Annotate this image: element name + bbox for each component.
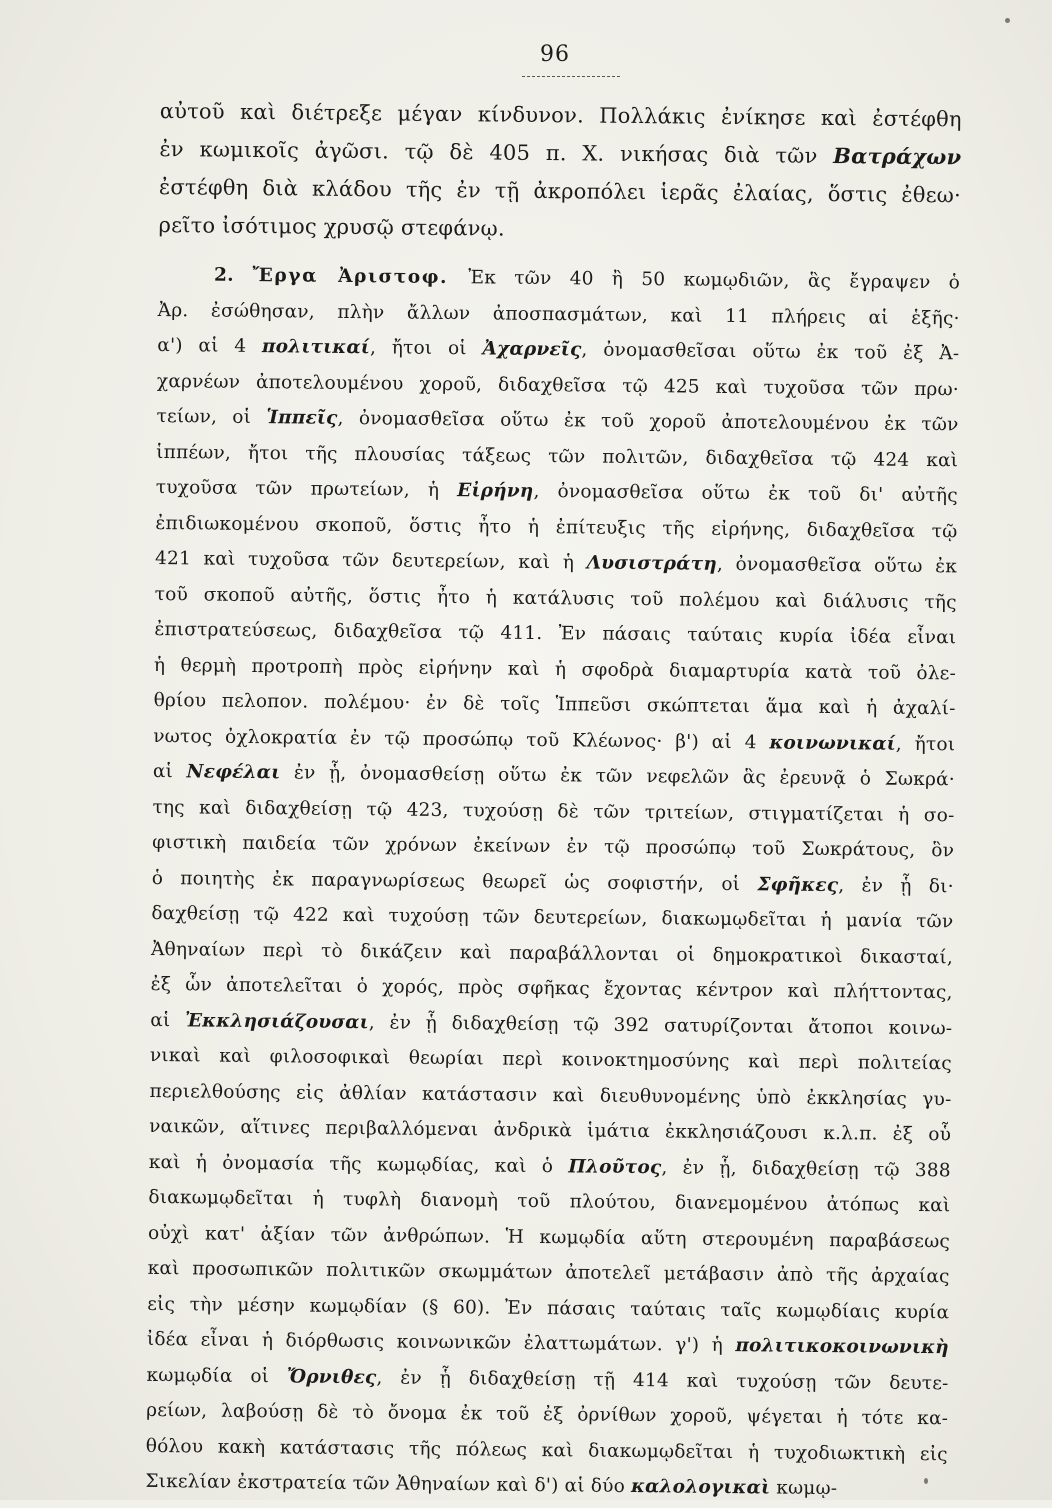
text-line: χαρνέων ἀποτελουμένου χοροῦ, διδαχθεῖσα τῷ 425 καὶ τυχοῦσα τῶν πρω· [156, 370, 960, 400]
title-emphasis: κοινωνικαί [769, 731, 896, 755]
text-line: Ἐκ τῶν 40 ἢ 50 κωμῳδιῶν, ἃς ἔγραψεν ὁ [468, 267, 961, 294]
text-line: τείων, οἱ Ἱππεῖς, ὀνομασθεῖσα οὕτω ἐκ τοῦ χοροῦ ἀποτελουμένου ἐκ τῶν [156, 405, 959, 436]
text-line: νικαὶ καὶ φιλοσοφικαὶ θεωρίαι περὶ κοινοκτημοσύνης καὶ περὶ πολιτείας [149, 1044, 952, 1075]
text-line: αἱ Νεφέλαι ἐν ᾗ, ὀνομασθείσῃ οὕτω ἐκ τῶν νεφελῶν ἃς ἐρευνᾷ ὁ Σωκρά· [152, 760, 955, 791]
text-line: ἡ θερμὴ προτροπὴ πρὸς εἰρήνην καὶ ἡ σφοδρὰ διαμαρτυρία κατὰ τοῦ ὀλε- [153, 654, 957, 684]
title-emphasis: Βατράχων [833, 143, 962, 170]
text-line: ἐπιστρατεύσεως, διδαχθεῖσα τῷ 411. Ἐν πάσαις ταύταις κυρία ἰδέα εἶναι [154, 618, 957, 649]
title-emphasis: Ἱππεῖς [266, 407, 338, 429]
text-line: τοῦ σκοποῦ αὐτῆς, ὅστις ἦτο ἡ κατάλυσις τοῦ πολέμου καὶ διάλυσις τῆς [154, 583, 957, 613]
text-line: κωμῳδία οἱ Ὄρνιθες, ἐν ᾗ διδαχθείσῃ τῇ 414 καὶ τυχούσῃ τῶν δευτε- [146, 1364, 949, 1394]
text-line: ρεῖτο ἰσότιμος χρυσῷ στεφάνῳ. [158, 212, 505, 241]
text-line: ἰδέα εἶναι ἡ διόρθωσις κοινωνικῶν ἐλαττωμάτων. γ') ἡ πολιτικοκοινωνικὴ [146, 1328, 950, 1359]
paper-speck [1005, 18, 1010, 23]
text-line: νωτος ὀχλοκρατία ἐν τῷ προσώπῳ τοῦ Κλέωνος· β') αἱ 4 κοινωνικαί, ἤτοι [153, 725, 956, 755]
text-line: Σικελίαν ἐκστρατεία τῶν Ἀθηναίων καὶ δ') αἱ δύο καλολογικαὶ κωμῳ- [145, 1470, 838, 1500]
section-number: 2. [213, 264, 253, 286]
text-line: ἐν κωμικοῖς ἀγῶσι. τῷ δὲ 405 π. Χ. νικήσας διὰ τῶν Βατράχων [159, 136, 962, 170]
text-line: ρείων, λαβούσῃ δὲ τὸ ὄνομα ἐκ τοῦ ἐξ ὀρνίθων χοροῦ, ψέγεται ἡ τότε κα- [146, 1399, 949, 1430]
text-line: της καὶ διδαχθείσῃ τῷ 423, τυχούσῃ δὲ τῶν τριτείων, στιγματίζεται ἡ σο- [152, 796, 955, 826]
title-emphasis: Νεφέλαι [186, 761, 281, 784]
text-line: τυχοῦσα τῶν πρωτείων, ἡ Εἰρήνη, ὀνομασθεῖσα οὕτω ἐκ τοῦ δι' αὐτῆς [155, 476, 958, 507]
text-line: αὐτοῦ καὶ διέτρεξε μέγαν κίνδυνον. Πολλάκις ἐνίκησε καὶ ἐστέφθη [159, 98, 962, 132]
page-number: 96 [540, 42, 570, 67]
title-emphasis: Ἀχαρνεῖς [482, 338, 582, 361]
title-emphasis: Πλοῦτος [568, 1155, 662, 1178]
text-line: οὐχὶ κατ' ἀξίαν τῶν ἀνθρώπων. Ἡ κωμῳδία αὕτη στερουμένη παραβάσεως [147, 1222, 951, 1252]
text-line: Ἀρ. ἐσώθησαν, πλὴν ἄλλων ἀποσπασμάτων, καὶ 11 πλήρεις αἱ ἑξῆς· [157, 299, 960, 329]
title-emphasis: πολιτικαί [261, 336, 371, 359]
text-line: καὶ ἡ ὀνομασία τῆς κωμῳδίας, καὶ ὁ Πλοῦτος, ἐν ᾗ, διδαχθείσῃ τῷ 388 [148, 1151, 951, 1181]
title-emphasis: Λυσιστράτη [586, 552, 718, 575]
text-line: ἐστέφθη διὰ κλάδου τῆς ἐν τῇ ἀκροπόλει ἱερᾶς ἐλαίας, ὅστις ἐθεω· [158, 174, 962, 208]
paper-speck [924, 1478, 928, 1484]
text-line: φιστικὴ παιδεία τῶν χρόνων ἐκείνων ἐν τῷ προσώπῳ τοῦ Σωκράτους, ὃν [152, 831, 955, 862]
paragraph-works [145, 257, 960, 1508]
text-line: δαχθείσῃ τῷ 422 καὶ τυχούσῃ τῶν δευτερείων, διακωμῳδεῖται ἡ μανία τῶν [151, 902, 954, 933]
text-line: ἱππέων, ἤτοι τῆς πλουσίας τάξεως τῶν πολιτῶν, διδαχθεῖσα τῷ 424 καὶ [156, 441, 959, 471]
text-line: καὶ προσωπικῶν πολιτικῶν σκωμμάτων ἀποτελεῖ μετάβασιν ἀπὸ τῆς ἀρχαίας [147, 1257, 950, 1288]
text-line: διακωμῳδεῖται ἡ τυφλὴ διανομὴ τοῦ πλούτου, διανεμομένου ἀτόπως καὶ [148, 1186, 951, 1217]
text-line: Ἀθηναίων περὶ τὸ δικάζειν καὶ παραβάλλονται οἱ δημοκρατικοὶ δικασταί, [150, 938, 954, 968]
text-line: ἐπιδιωκομένου σκοποῦ, ὅστις ἦτο ἡ ἐπίτευξις τῆς εἰρήνης, διδαχθεῖσα τῷ [155, 512, 958, 542]
title-emphasis: Σφῆκες [757, 873, 839, 896]
text-line: ὁ ποιητὴς ἐκ παραγνωρίσεως θεωρεῖ ὡς σοφιστήν, οἱ Σφῆκες, ἐν ᾗ δι· [151, 867, 954, 897]
page-number-rule [522, 76, 620, 77]
text-line: αἱ Ἐκκλησιάζουσαι, ἐν ᾗ διδαχθείσῃ τῷ 392 σατυρίζονται ἄτοποι κοινω- [150, 1009, 953, 1039]
text-line: θόλου κακὴ κατάστασις τῆς πόλεως καὶ διακωμῳδεῖται ἡ τυχοδιωκτικὴ εἰς [145, 1435, 948, 1465]
text-line: εἰς τὴν μέσην κωμῳδίαν (§ 60). Ἐν πάσαις ταύταις ταῖς κωμῳδίαις κυρία [147, 1293, 950, 1323]
text-line: περιελθούσης εἰς ἀθλίαν κατάστασιν καὶ διευθυνομένης ὑπὸ ἐκκλησίας γυ- [149, 1080, 952, 1110]
text-line: α') αἱ 4 πολιτικαί, ἤτοι οἱ Ἀχαρνεῖς, ὀνομασθεῖσαι οὕτω ἐκ τοῦ ἐξ Ἀ- [157, 334, 960, 365]
section-heading: Ἔργα Ἀριστοφ. [252, 264, 469, 289]
title-emphasis: Εἰρήνη [457, 480, 534, 502]
text-line: ἐξ ὧν ἀποτελεῖται ὁ χορός, πρὸς σφῆκας ἔχοντας κέντρον καὶ πλήττοντας, [150, 973, 953, 1004]
title-emphasis: καλολογικαὶ [630, 1476, 771, 1499]
text-line: 421 καὶ τυχοῦσα τῶν δευτερείων, καὶ ἡ Λυσιστράτη, ὀνομασθεῖσα οὕτω ἐκ [155, 547, 958, 578]
paragraph-intro [158, 92, 962, 252]
title-emphasis: πολιτικοκοινωνικὴ [735, 1335, 950, 1359]
text-line: ναικῶν, αἵτινες περιβαλλόμεναι ἀνδρικὰ ἱμάτια ἐκκλησιάζουσι κ.λ.π. ἐξ οὗ [149, 1115, 952, 1146]
title-emphasis: Ἐκκλησιάζουσαι [184, 1009, 369, 1033]
body-text [145, 92, 962, 1508]
title-emphasis: Ὄρνιθες [286, 1365, 377, 1388]
text-line: θρίου πελοπον. πολέμου· ἐν δὲ τοῖς Ἱππεῦσι σκώπτεται ἅμα καὶ ἡ ἀχαλί- [153, 689, 956, 720]
